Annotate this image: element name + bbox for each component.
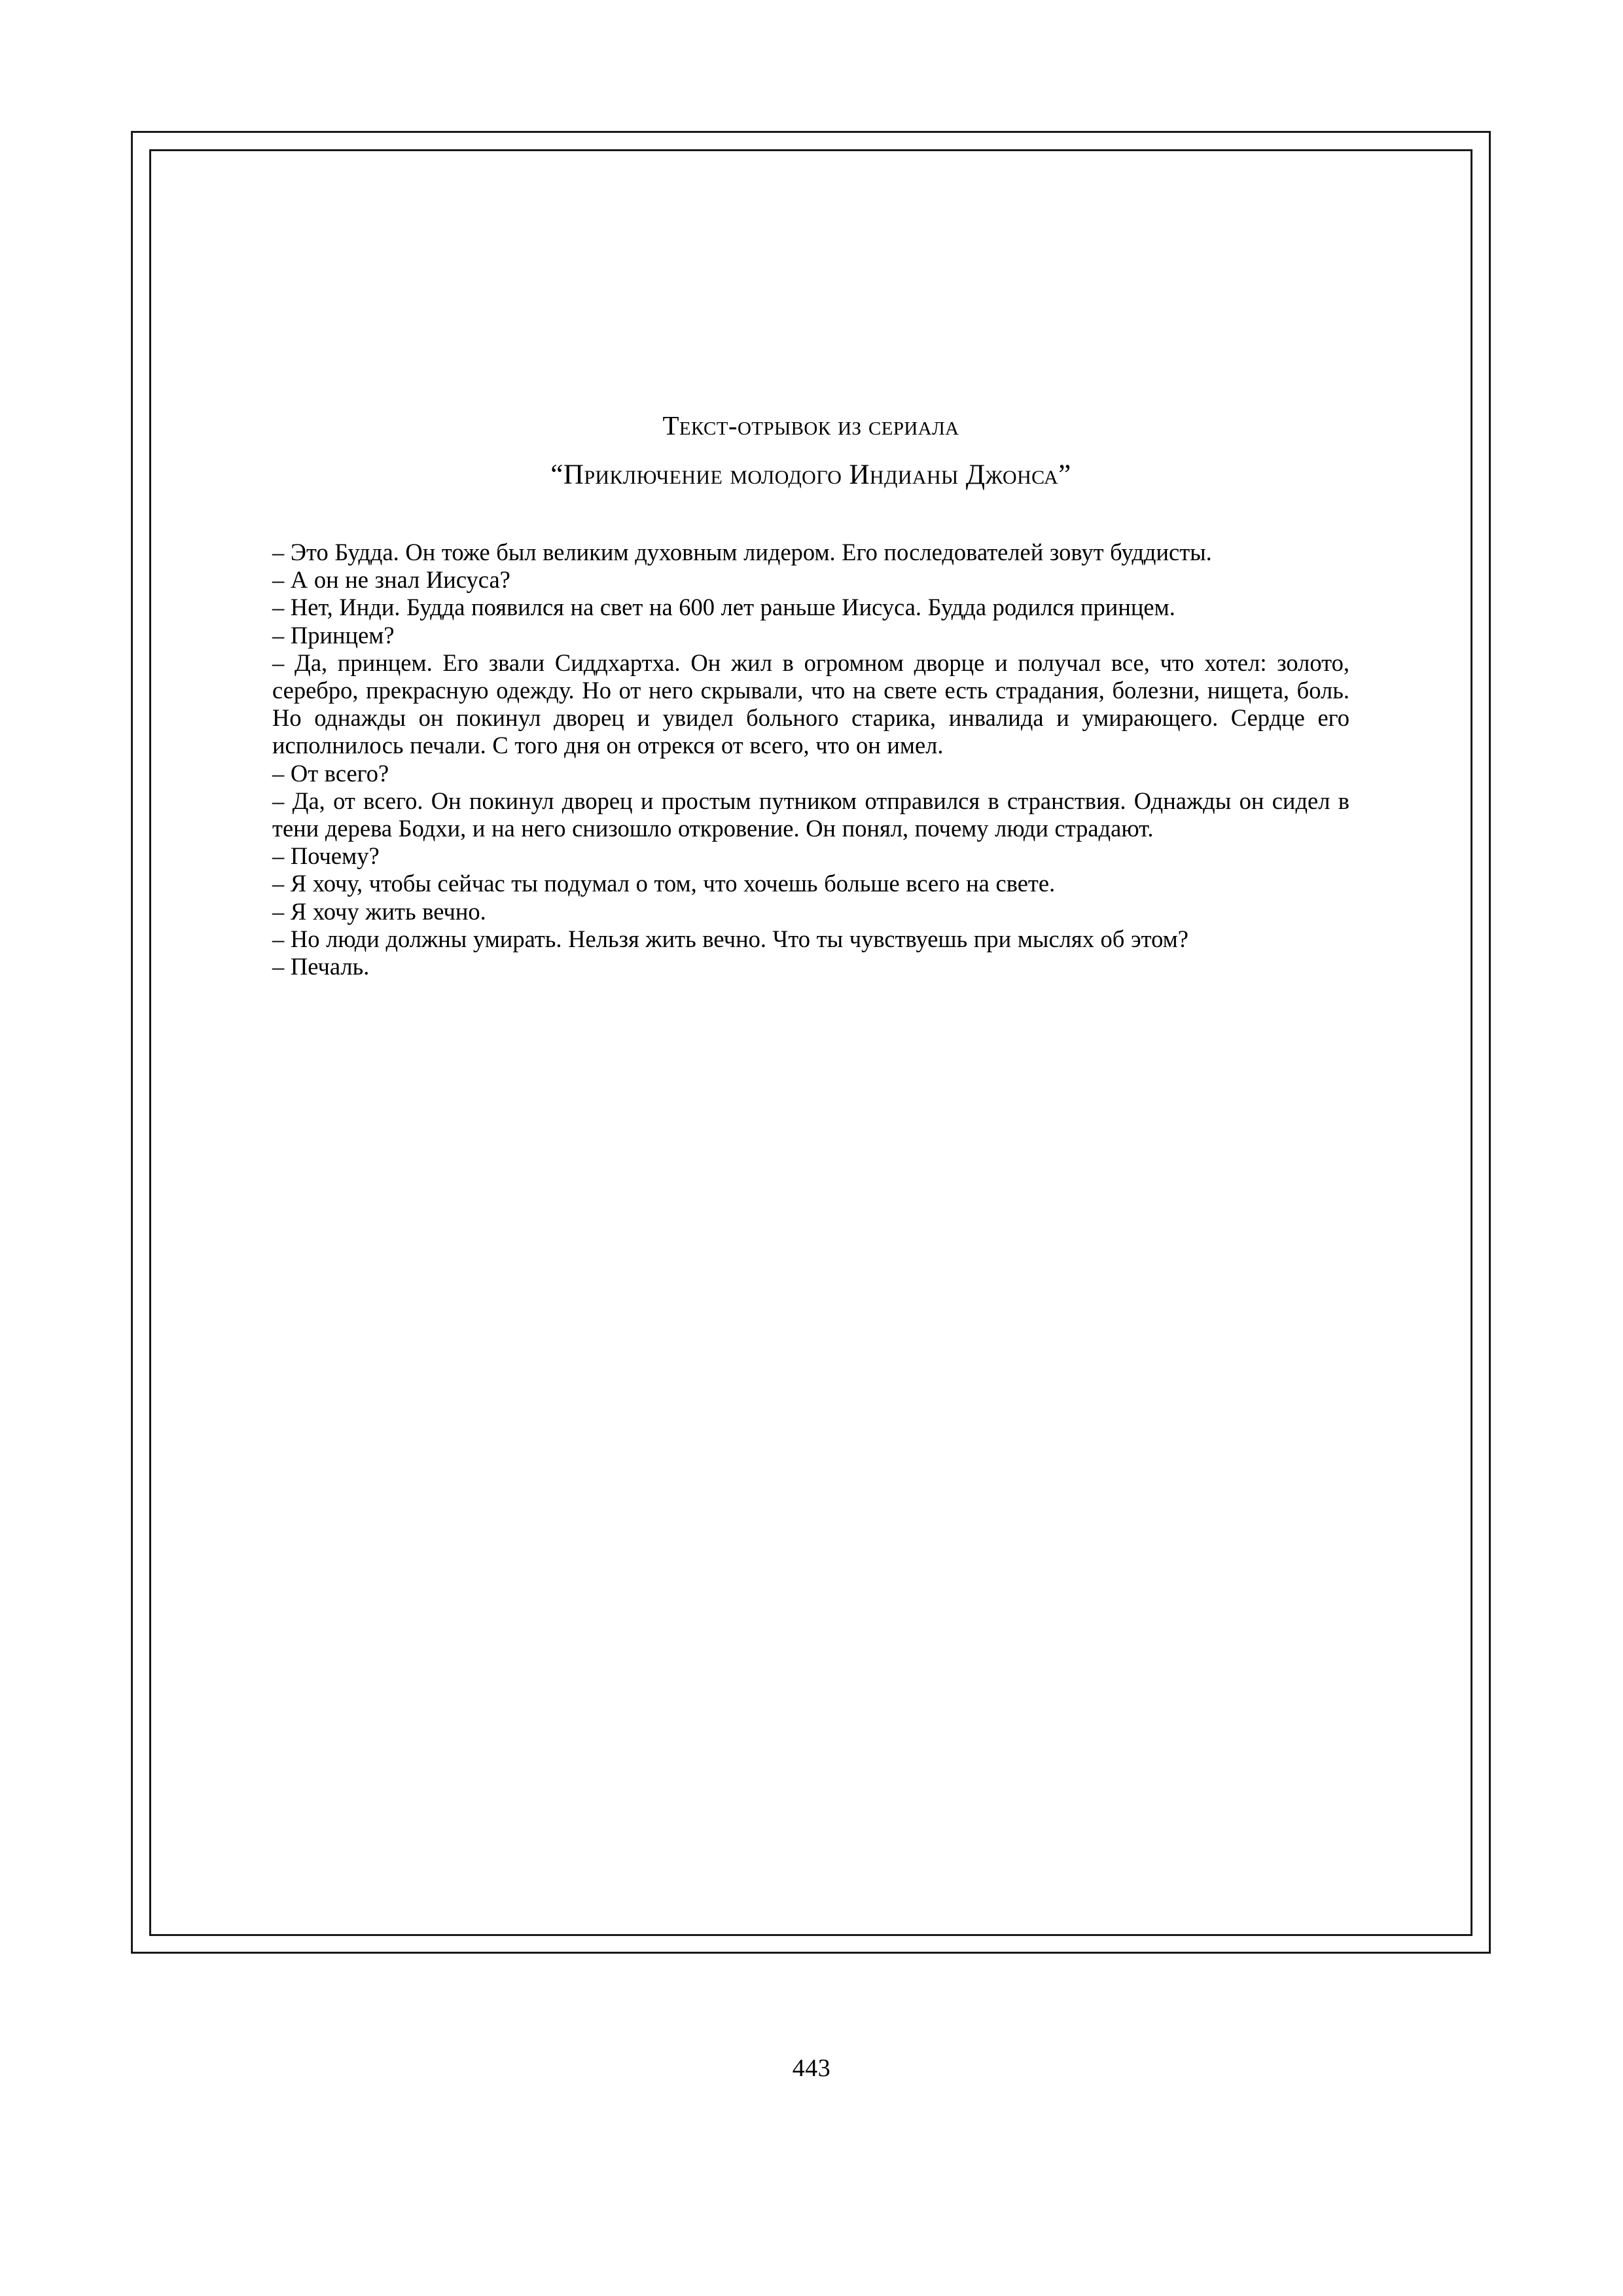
paragraph: – Почему? bbox=[272, 842, 380, 870]
title-line-source: Текст-отрывок из сериала bbox=[662, 410, 959, 440]
paragraph: – Да, принцем. Его звали Сиддхартха. Он жил в огромном дворце и получал все, что хотел: золото, серебро, прекрасную одежду. Но от него скрывали, что на свете есть страдания, болезни, нищета, боль. Но однажды он покинул дворец и увидел больного старика, инвалида и умирающего. Сердце его исполнилось печали. С того дня он отрекся от всего, что он имел. bbox=[272, 649, 1349, 759]
paragraph: – Печаль. bbox=[272, 953, 370, 980]
title-line-work: “Приключение молодого Индианы Джонса” bbox=[550, 459, 1071, 490]
paragraph: – От всего? bbox=[272, 759, 389, 787]
page-title bbox=[272, 412, 1349, 489]
paragraph: – Это Будда. Он тоже был великим духовным лидером. Его последователей зовут буддисты. bbox=[272, 539, 1212, 565]
page-content bbox=[272, 412, 1349, 980]
paragraph: – Нет, Инди. Будда появился на свет на 600 лет раньше Иисуса. Будда родился принцем. bbox=[272, 594, 1175, 621]
paragraph: – Я хочу, чтобы сейчас ты подумал о том, что хочешь больше всего на свете. bbox=[272, 870, 1056, 897]
dialogue-body bbox=[272, 539, 1349, 980]
paragraph: – Да, от всего. Он покинул дворец и простым путником отправился в странствия. Однажды он сидел в тени дерева Бодхи, и на него снизошло откровение. Он понял, почему люди страдают. bbox=[272, 787, 1349, 842]
paragraph: – Но люди должны умирать. Нельзя жить вечно. Что ты чувствуешь при мыслях об этом? bbox=[272, 925, 1188, 952]
page-number: 443 bbox=[792, 2054, 831, 2082]
paragraph: – Принцем? bbox=[272, 621, 395, 649]
paragraph: – Я хочу жить вечно. bbox=[272, 897, 486, 925]
paragraph: – А он не знал Иисуса? bbox=[272, 566, 510, 594]
